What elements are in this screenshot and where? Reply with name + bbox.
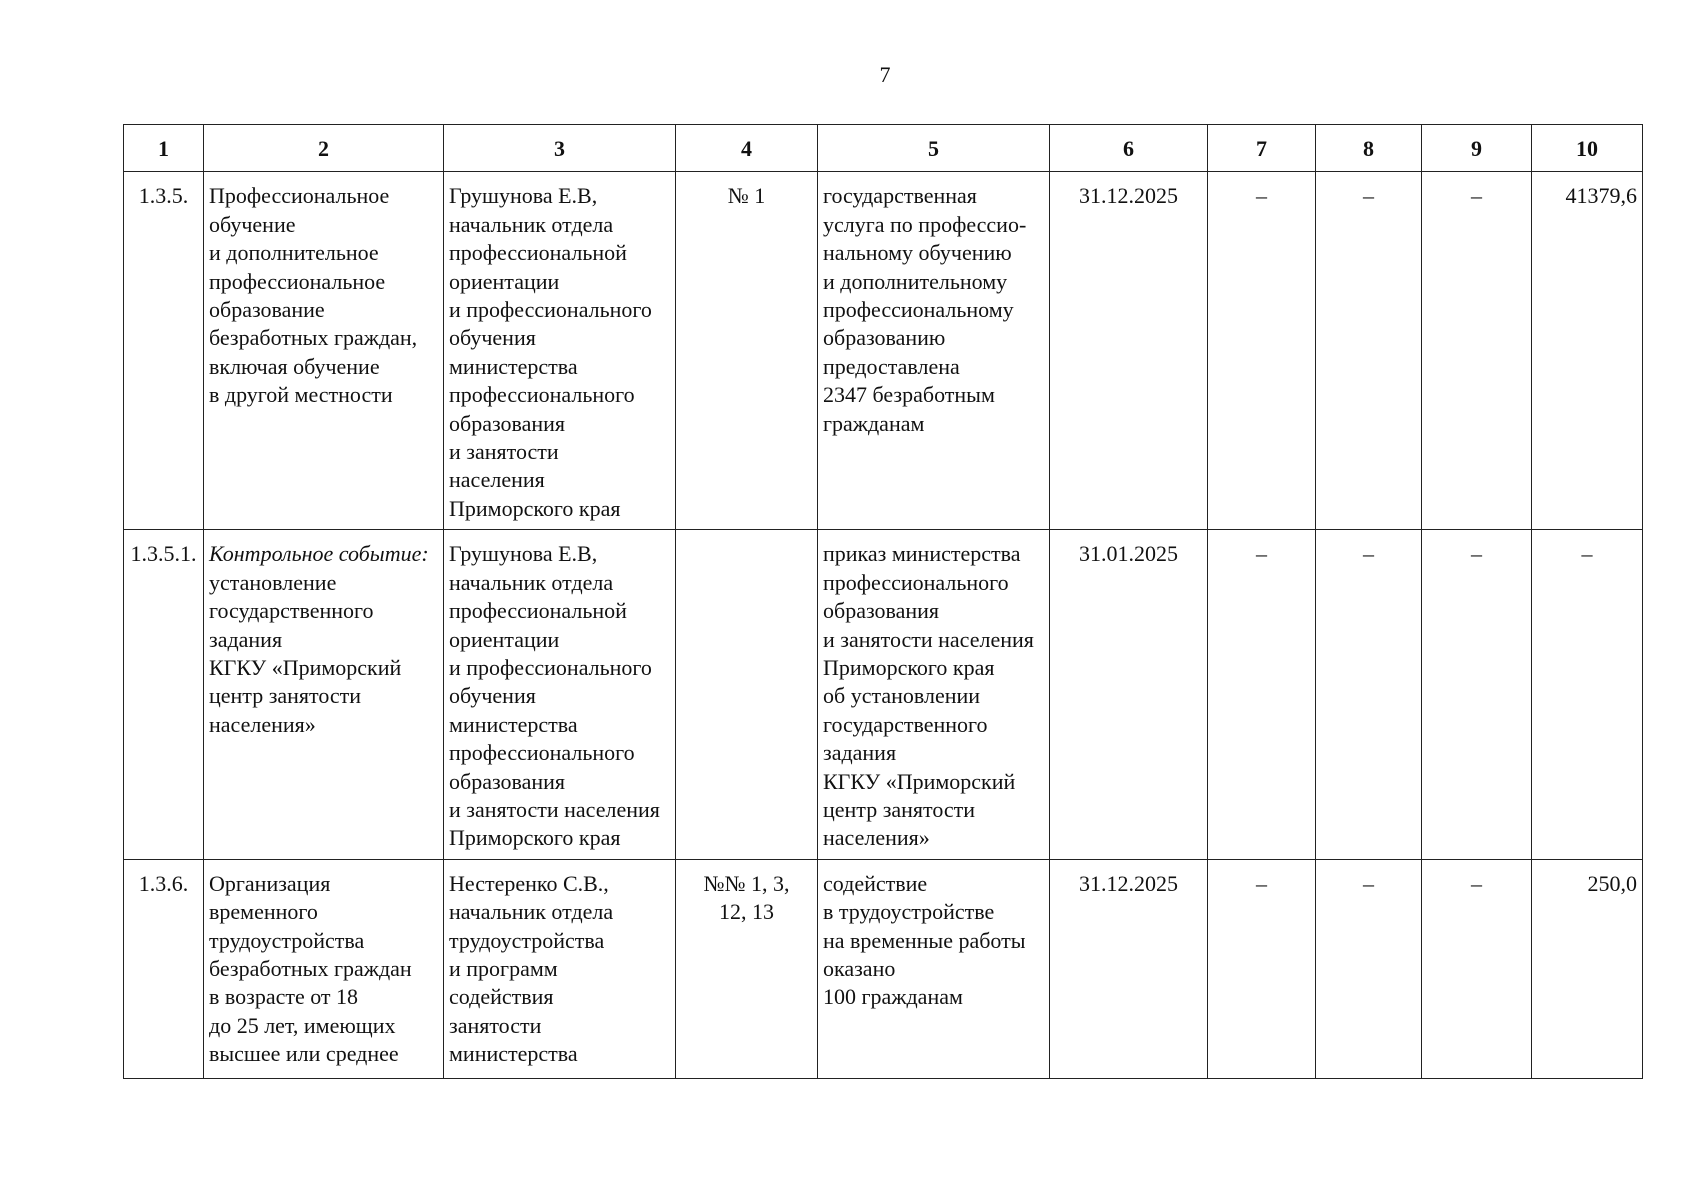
- measure-name-cell: [204, 172, 444, 530]
- deadline: 31.12.2025: [1050, 859, 1208, 1078]
- col7-value: –: [1208, 530, 1316, 859]
- row-number: 1.3.5.: [124, 172, 204, 530]
- row-number: 1.3.6.: [124, 859, 204, 1078]
- col10-value: 250,0: [1532, 859, 1643, 1078]
- col-header-4: 4: [676, 125, 818, 172]
- col-header-1: 1: [124, 125, 204, 172]
- result-cell: [818, 530, 1050, 859]
- measure-name: Профессиональное обучение и дополнительное профессиональное образование безработных граждан, включая обучение в другой местности: [209, 183, 418, 408]
- result-cell: [818, 172, 1050, 530]
- reference-cell: [676, 530, 818, 859]
- col-header-8: 8: [1316, 125, 1422, 172]
- responsible-cell: [444, 172, 676, 530]
- reference: № 1: [727, 183, 766, 209]
- col9-value: –: [1422, 172, 1532, 530]
- col-header-10: 10: [1532, 125, 1643, 172]
- deadline: 31.01.2025: [1050, 530, 1208, 859]
- col8-value: –: [1316, 172, 1422, 530]
- control-event-label: Контрольное событие:: [209, 541, 429, 567]
- col-header-5: 5: [818, 125, 1050, 172]
- result: государственная услуга по профессио- нальному обучению и дополнительному профессиональному образованию предоставлена 2347 безработным гражданам: [823, 183, 1027, 436]
- col7-value: –: [1208, 859, 1316, 1078]
- responsible: Грушунова Е.В, начальник отдела профессиональной ориентации и профессионального обучения министерства профессионального образования и занятости населения Приморского края: [449, 541, 660, 851]
- measure-name-cell: [204, 859, 444, 1078]
- col-header-6: 6: [1050, 125, 1208, 172]
- col9-value: –: [1422, 530, 1532, 859]
- page-number: 7: [879, 62, 891, 87]
- measure-name: Организация временного трудоустройства безработных граждан в возрасте от 18 до 25 лет, имеющих высшее или среднее: [209, 870, 412, 1067]
- plan-table: [123, 124, 1643, 1079]
- table-row: [124, 172, 1643, 530]
- col-header-7: 7: [1208, 125, 1316, 172]
- col8-value: –: [1316, 859, 1422, 1078]
- col10-value: –: [1532, 530, 1643, 859]
- col-header-2: 2: [204, 125, 444, 172]
- responsible: Грушунова Е.В, начальник отдела профессиональной ориентации и профессионального обучения министерства профессионального образования и занятости населения Приморского края: [449, 183, 652, 521]
- col7-value: –: [1208, 172, 1316, 530]
- result-cell: [818, 859, 1050, 1078]
- col9-value: –: [1422, 859, 1532, 1078]
- responsible: Нестеренко С.В., начальник отдела трудоустройства и программ содействия занятости министерства: [449, 870, 614, 1067]
- col-header-9: 9: [1422, 125, 1532, 172]
- responsible-cell: [444, 530, 676, 859]
- table-row: [124, 859, 1643, 1078]
- deadline: 31.12.2025: [1050, 172, 1208, 530]
- row-number: 1.3.5.1.: [124, 530, 204, 859]
- table-row: [124, 530, 1643, 859]
- reference-cell: [676, 859, 818, 1078]
- col8-value: –: [1316, 530, 1422, 859]
- col-header-3: 3: [444, 125, 676, 172]
- col10-value: 41379,6: [1532, 172, 1643, 530]
- reference: №№ 1, 3, 12, 13: [703, 870, 790, 925]
- header-row: [124, 125, 1643, 172]
- responsible-cell: [444, 859, 676, 1078]
- measure-name-cell: [204, 530, 444, 859]
- reference-cell: [676, 172, 818, 530]
- result: содействие в трудоустройстве на временные работы оказано 100 гражданам: [823, 870, 1026, 1010]
- measure-name: установление государственного задания КГКУ «Приморский центр занятости населения»: [209, 569, 402, 737]
- result: приказ министерства профессионального образования и занятости населения Приморского края об установлении государственного задания КГКУ «Приморский центр занятости населения»: [823, 541, 1034, 851]
